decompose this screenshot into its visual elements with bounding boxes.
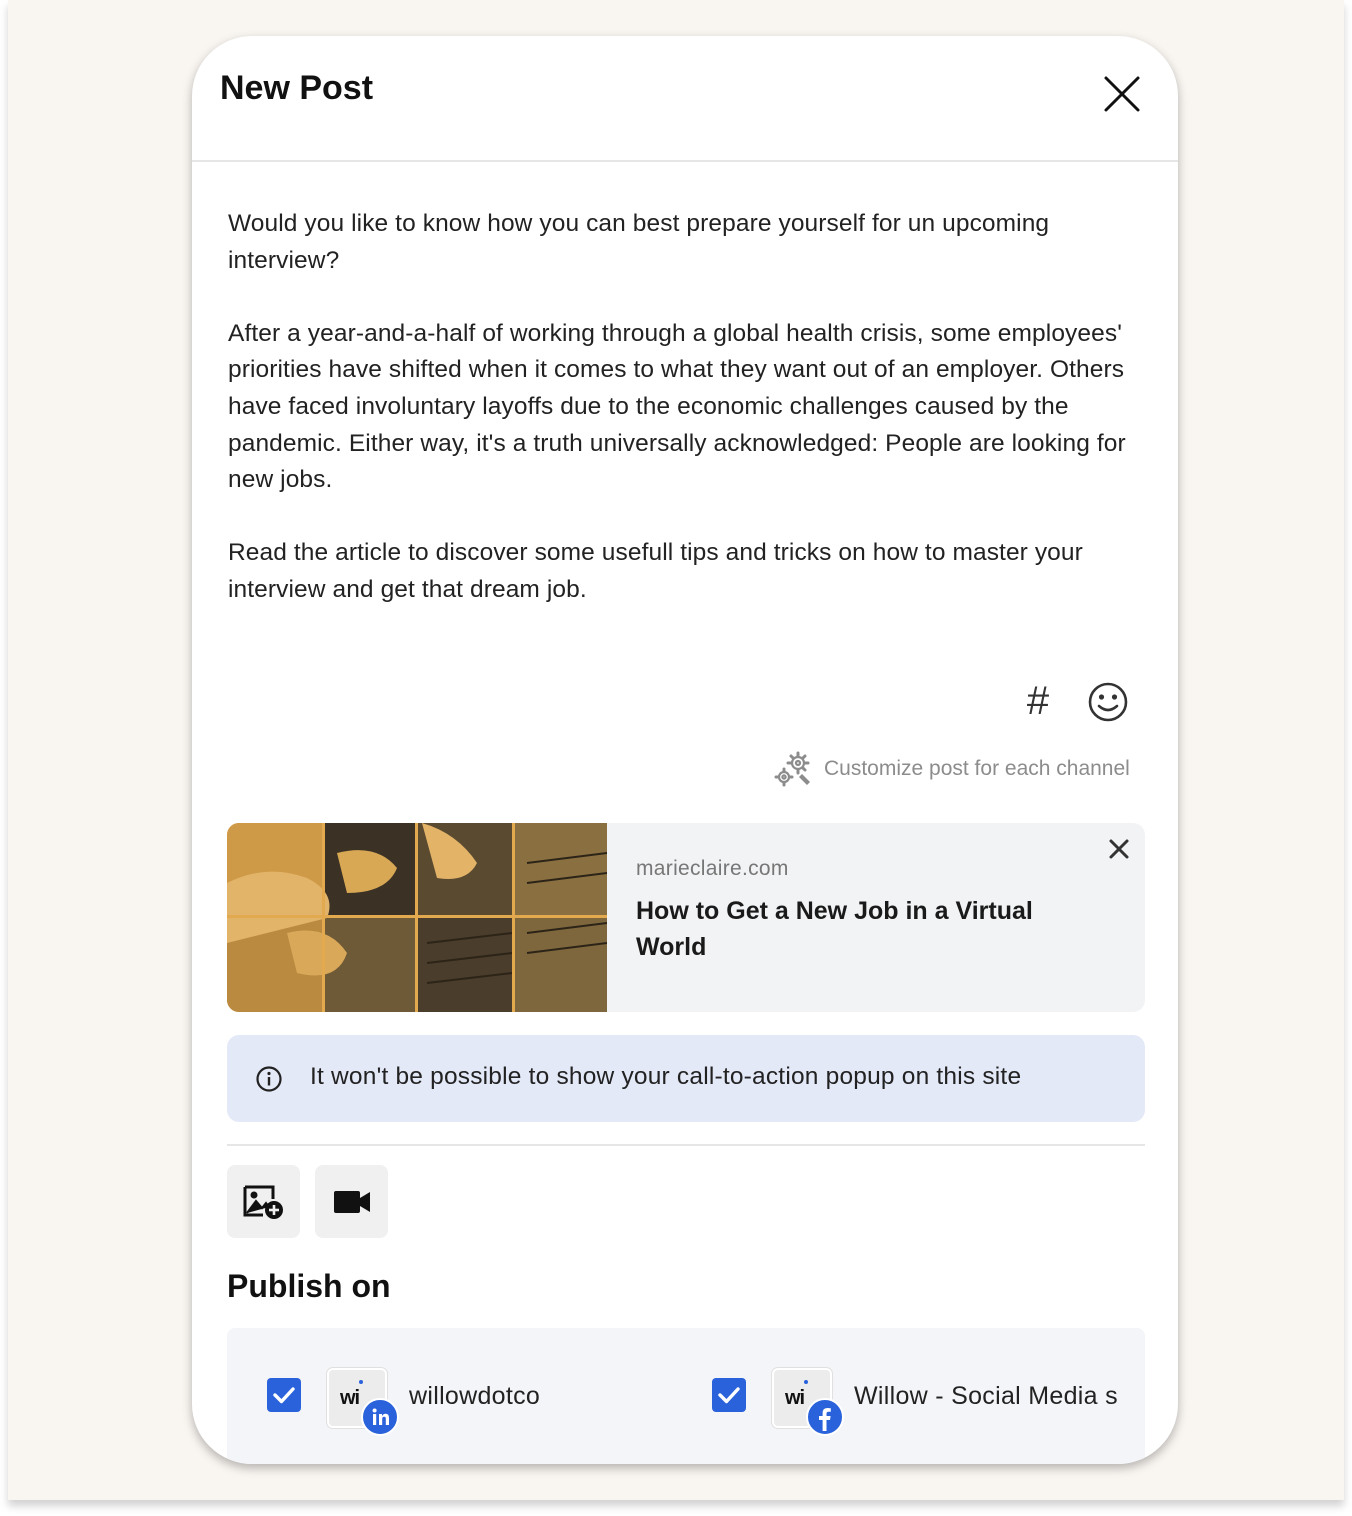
modal-title: New Post (220, 69, 374, 107)
avatar-text: wi (785, 1387, 805, 1409)
channel-name: Willow - Social Media s (854, 1382, 1118, 1410)
post-paragraph: After a year-and-a-half of working through a global health crisis, some employees' priorities have shifted when it comes to what they want out of an employer. Others have faced involuntary layoffs due to the economic challenges caused by the pandemic. Either way, it's a truth universally acknowledged: People are looking for new jobs. (228, 319, 1126, 494)
channel-list (227, 1328, 1145, 1464)
checkmark-icon (267, 1378, 301, 1412)
add-image-icon (243, 1181, 285, 1221)
smiley-icon (1086, 680, 1130, 724)
close-button[interactable] (1102, 74, 1142, 114)
facebook-icon (806, 1398, 844, 1436)
channel-checkbox[interactable] (267, 1378, 301, 1412)
info-banner-text: It won't be possible to show your call-to-action popup on this site (310, 1063, 1022, 1090)
link-preview-card[interactable] (227, 823, 1145, 1012)
avatar-dot (804, 1380, 808, 1384)
channel-item[interactable] (267, 1368, 667, 1432)
add-image-button[interactable] (227, 1165, 300, 1238)
linkedin-icon (361, 1398, 399, 1436)
link-title: How to Get a New Job in a Virtual World (636, 897, 1033, 961)
add-video-button[interactable] (315, 1165, 388, 1238)
channel-checkbox[interactable] (712, 1378, 746, 1412)
divider (227, 1144, 1145, 1146)
customize-per-channel-button[interactable] (772, 748, 1144, 788)
close-icon (1102, 74, 1142, 114)
publish-on-title: Publish on (227, 1268, 391, 1304)
modal-header (192, 36, 1178, 162)
checkmark-icon (712, 1378, 746, 1412)
post-paragraph: Would you like to know how you can best prepare yourself for un upcoming interview? (228, 210, 1050, 274)
emoji-button[interactable] (1086, 680, 1130, 724)
video-camera-icon (331, 1181, 373, 1221)
channel-name: willowdotco (409, 1382, 541, 1410)
post-paragraph: Read the article to discover some usefull tips and tricks on how to master your interview and get that dream job. (228, 539, 1083, 603)
gears-icon (772, 750, 812, 788)
channel-item[interactable] (712, 1368, 1142, 1432)
link-domain: marieclaire.com (636, 857, 789, 880)
page-background (8, 0, 1344, 1500)
avatar-text: wi (340, 1387, 360, 1409)
new-post-modal (192, 36, 1178, 1464)
info-icon (255, 1065, 283, 1093)
remove-link-button[interactable] (1107, 837, 1131, 861)
info-banner (227, 1035, 1145, 1122)
post-text-editor[interactable] (228, 206, 1138, 645)
customize-label: Customize post for each channel (824, 757, 1130, 780)
avatar-dot (359, 1380, 363, 1384)
close-icon (1107, 837, 1131, 861)
hashtag-button[interactable]: # (1026, 679, 1050, 723)
article-thumbnail (227, 823, 607, 1012)
